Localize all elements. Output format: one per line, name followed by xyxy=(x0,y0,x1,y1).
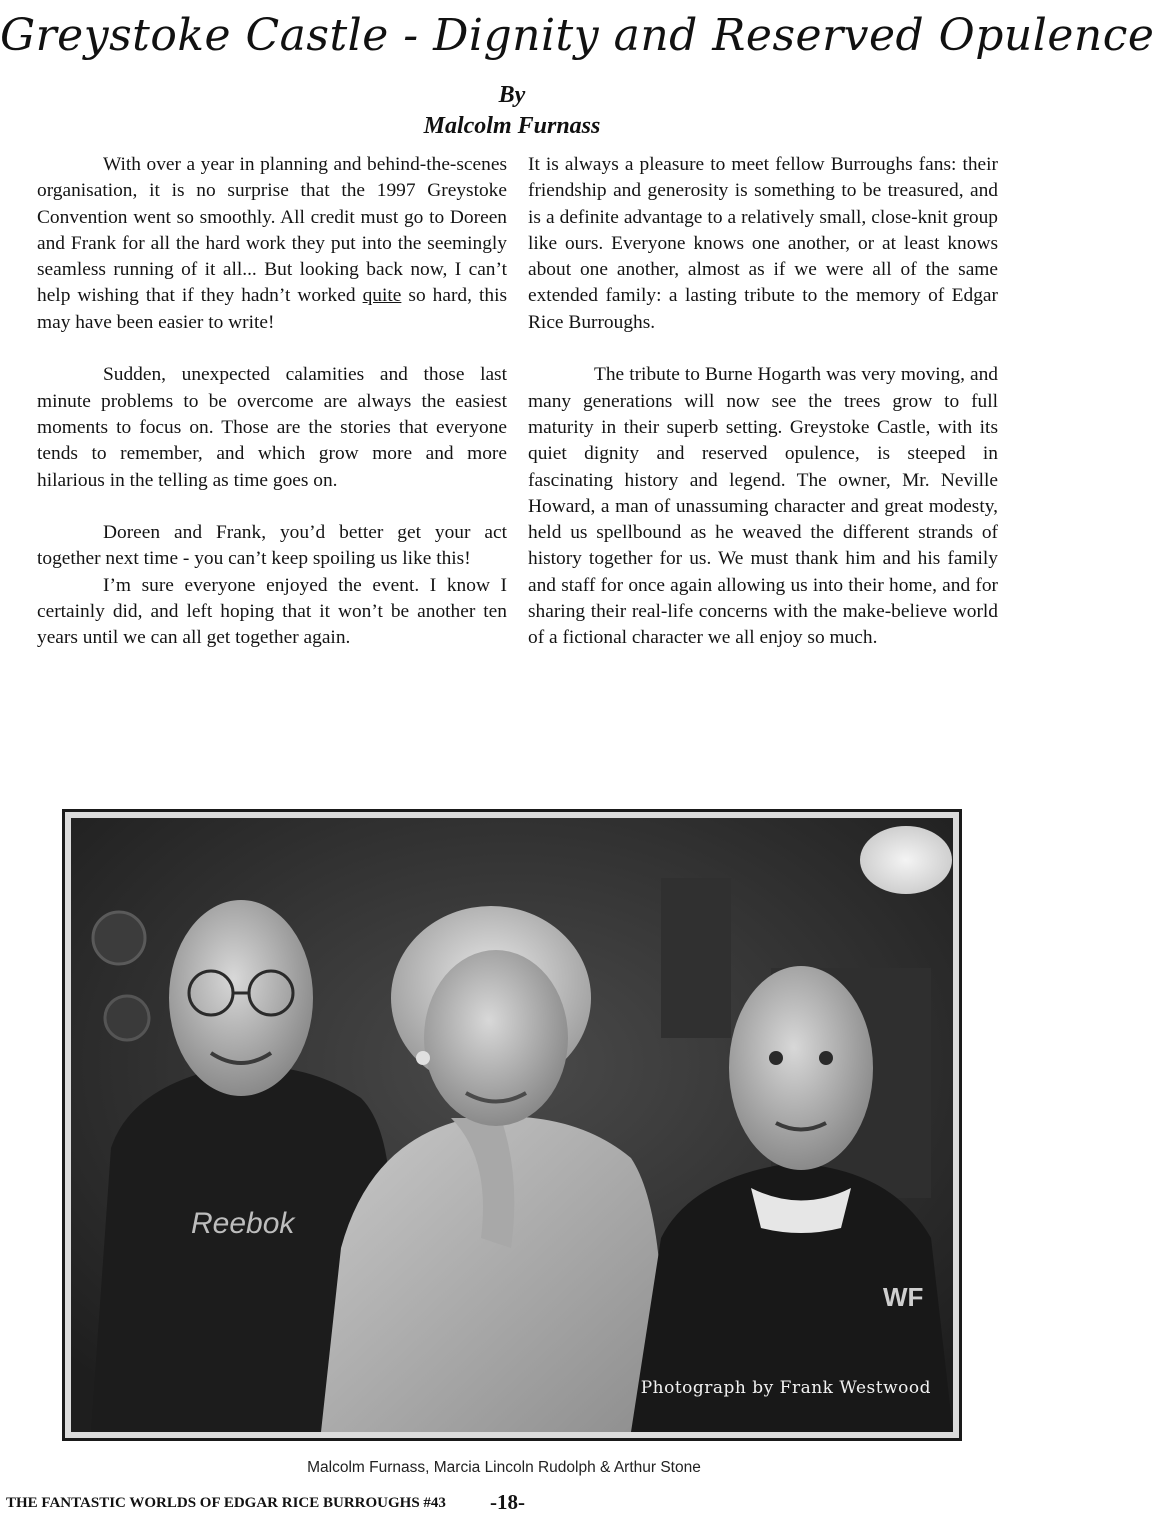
page-number: -18- xyxy=(490,1490,525,1514)
shirt-logo-text: Reebok xyxy=(191,1207,295,1240)
author-name: Malcolm Furnass xyxy=(423,113,601,139)
left-p1-text: With over a year in planning and behind-the-scenes organisation, it is no surprise that the 1997 Greystoke Convention went so smoothly. All credit must go to Doreen and Frank for all the hard work they put into the seemingly seamless running of it all... But looking back now, I can’t help wishing that if they hadn’t worked xyxy=(37,154,507,307)
right-paragraph-1: It is always a pleasure to meet fellow Burroughs fans: their friendship and generosity is something to be treasured, and is a definite advantage to a relatively small, close-knit group like ours. Everyone knows one another, or at least knows about one another, almost as if we were all of the same extended family: a lasting tribute to the memory of Edgar Rice Burroughs. xyxy=(528,154,998,333)
background-shelf xyxy=(661,878,731,1038)
left-paragraph-1 xyxy=(37,152,507,336)
left-column xyxy=(37,152,507,652)
photo-credit: Photograph by Frank Westwood xyxy=(640,1378,931,1398)
right-paragraph-2: The tribute to Burne Hogarth was very moving, and many generations will now see the trees grow to full maturity in their superb setting. Greystoke Castle, with its quiet dignity and reserved opulence, is steeped in fascinating history and legend. The owner, Mr. Neville Howard, a man of unassuming character and great modesty, held us spellbound as he weaved the different strands of history together for us. We must thank him and his family and staff for once again allowing us into their home, and for sharing their real-life concerns with the make-believe world of a fictional character we all enjoy so much. xyxy=(528,364,998,649)
jacket-badge-text: WF xyxy=(883,1282,924,1312)
woman-earring xyxy=(416,1051,430,1065)
left-paragraph-4: I’m sure everyone enjoyed the event. I know I certainly did, and left hoping that it won’t be another ten years until we can all get together again. xyxy=(37,574,507,649)
photo-illustration xyxy=(71,818,953,1432)
right-man-face xyxy=(729,966,873,1170)
lamp-light xyxy=(860,826,952,894)
left-p1-end: so hard, this may have been easier to write! xyxy=(37,285,508,333)
left-paragraph-2: Sudden, unexpected calamities and those last minute problems to be overcome are always the easiest moments to focus on. Those are the stories that everyone tends to remember, and which grow more and more hilarious in the telling as time goes on. xyxy=(37,364,507,491)
wall-plate-shape xyxy=(93,912,145,964)
right-man-eye xyxy=(769,1051,783,1065)
underlined-word: quite xyxy=(362,285,402,307)
photo-caption: Malcolm Furnass, Marcia Lincoln Rudolph & Arthur Stone xyxy=(307,1459,701,1476)
article-title: Greystoke Castle - Dignity and Reserved Opulence xyxy=(0,10,1154,61)
byline-by: By xyxy=(498,82,526,108)
right-man-eye xyxy=(819,1051,833,1065)
photo-frame xyxy=(62,809,962,1441)
left-paragraph-3: Doreen and Frank, you’d better get your act together next time - you can’t keep spoiling us like this! xyxy=(37,522,507,570)
right-column xyxy=(528,152,998,652)
photograph xyxy=(71,818,953,1432)
publication-footer: THE FANTASTIC WORLDS OF EDGAR RICE BURROUGHS #43 xyxy=(6,1495,446,1511)
wall-plate-shape xyxy=(105,996,149,1040)
